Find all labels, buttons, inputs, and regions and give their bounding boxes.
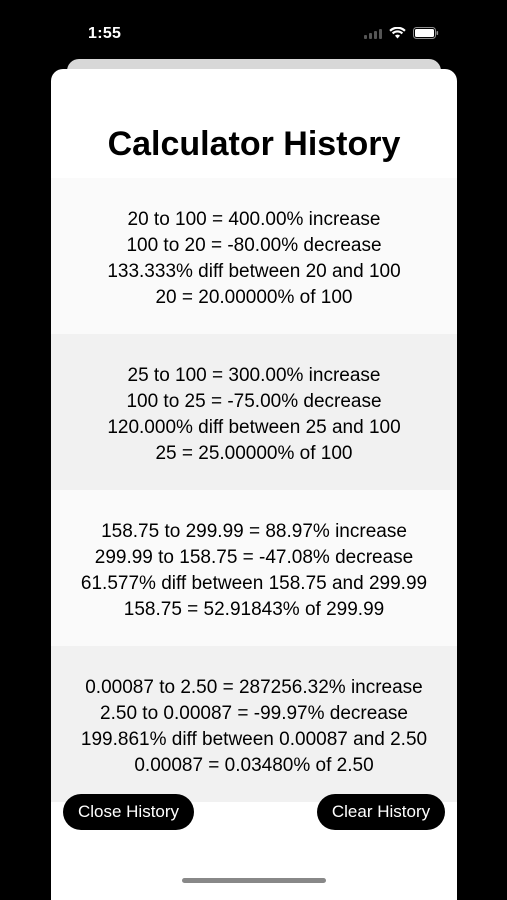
wifi-icon bbox=[389, 27, 406, 39]
clear-history-button[interactable]: Clear History bbox=[317, 794, 445, 830]
entry-line-decrease: 100 to 25 = -75.00% decrease bbox=[126, 391, 382, 412]
entry-line-percent-of: 20 = 20.00000% of 100 bbox=[155, 287, 353, 308]
entry-line-increase: 20 to 100 = 400.00% increase bbox=[127, 209, 381, 230]
entry-line-percent-of: 25 = 25.00000% of 100 bbox=[155, 443, 353, 464]
history-entry bbox=[51, 646, 457, 802]
entry-line-decrease: 2.50 to 0.00087 = -99.97% decrease bbox=[100, 703, 408, 724]
entry-line-diff: 61.577% diff between 158.75 and 299.99 bbox=[80, 573, 428, 594]
entry-line-increase: 0.00087 to 2.50 = 287256.32% increase bbox=[85, 677, 423, 698]
history-entry bbox=[51, 490, 457, 646]
home-indicator[interactable] bbox=[182, 878, 326, 883]
status-icons bbox=[364, 27, 439, 39]
entry-line-percent-of: 158.75 = 52.91843% of 299.99 bbox=[123, 599, 385, 620]
entry-line-decrease: 100 to 20 = -80.00% decrease bbox=[126, 235, 382, 256]
history-list bbox=[51, 178, 457, 802]
status-time: 1:55 bbox=[88, 25, 122, 42]
close-history-button[interactable]: Close History bbox=[63, 794, 194, 830]
entry-line-increase: 25 to 100 = 300.00% increase bbox=[127, 365, 381, 386]
entry-line-decrease: 299.99 to 158.75 = -47.08% decrease bbox=[94, 547, 414, 568]
signal-icon bbox=[364, 28, 382, 39]
entry-line-increase: 158.75 to 299.99 = 88.97% increase bbox=[101, 521, 407, 542]
battery-icon bbox=[413, 27, 439, 39]
status-bar bbox=[0, 0, 507, 60]
entry-line-percent-of: 0.00087 = 0.03480% of 2.50 bbox=[134, 755, 374, 776]
entry-line-diff: 120.000% diff between 25 and 100 bbox=[107, 417, 401, 438]
page-title: Calculator History bbox=[107, 125, 401, 163]
history-entry bbox=[51, 334, 457, 490]
entry-line-diff: 199.861% diff between 0.00087 and 2.50 bbox=[80, 729, 428, 750]
history-sheet bbox=[51, 69, 457, 900]
history-entry bbox=[51, 178, 457, 334]
entry-line-diff: 133.333% diff between 20 and 100 bbox=[107, 261, 401, 282]
